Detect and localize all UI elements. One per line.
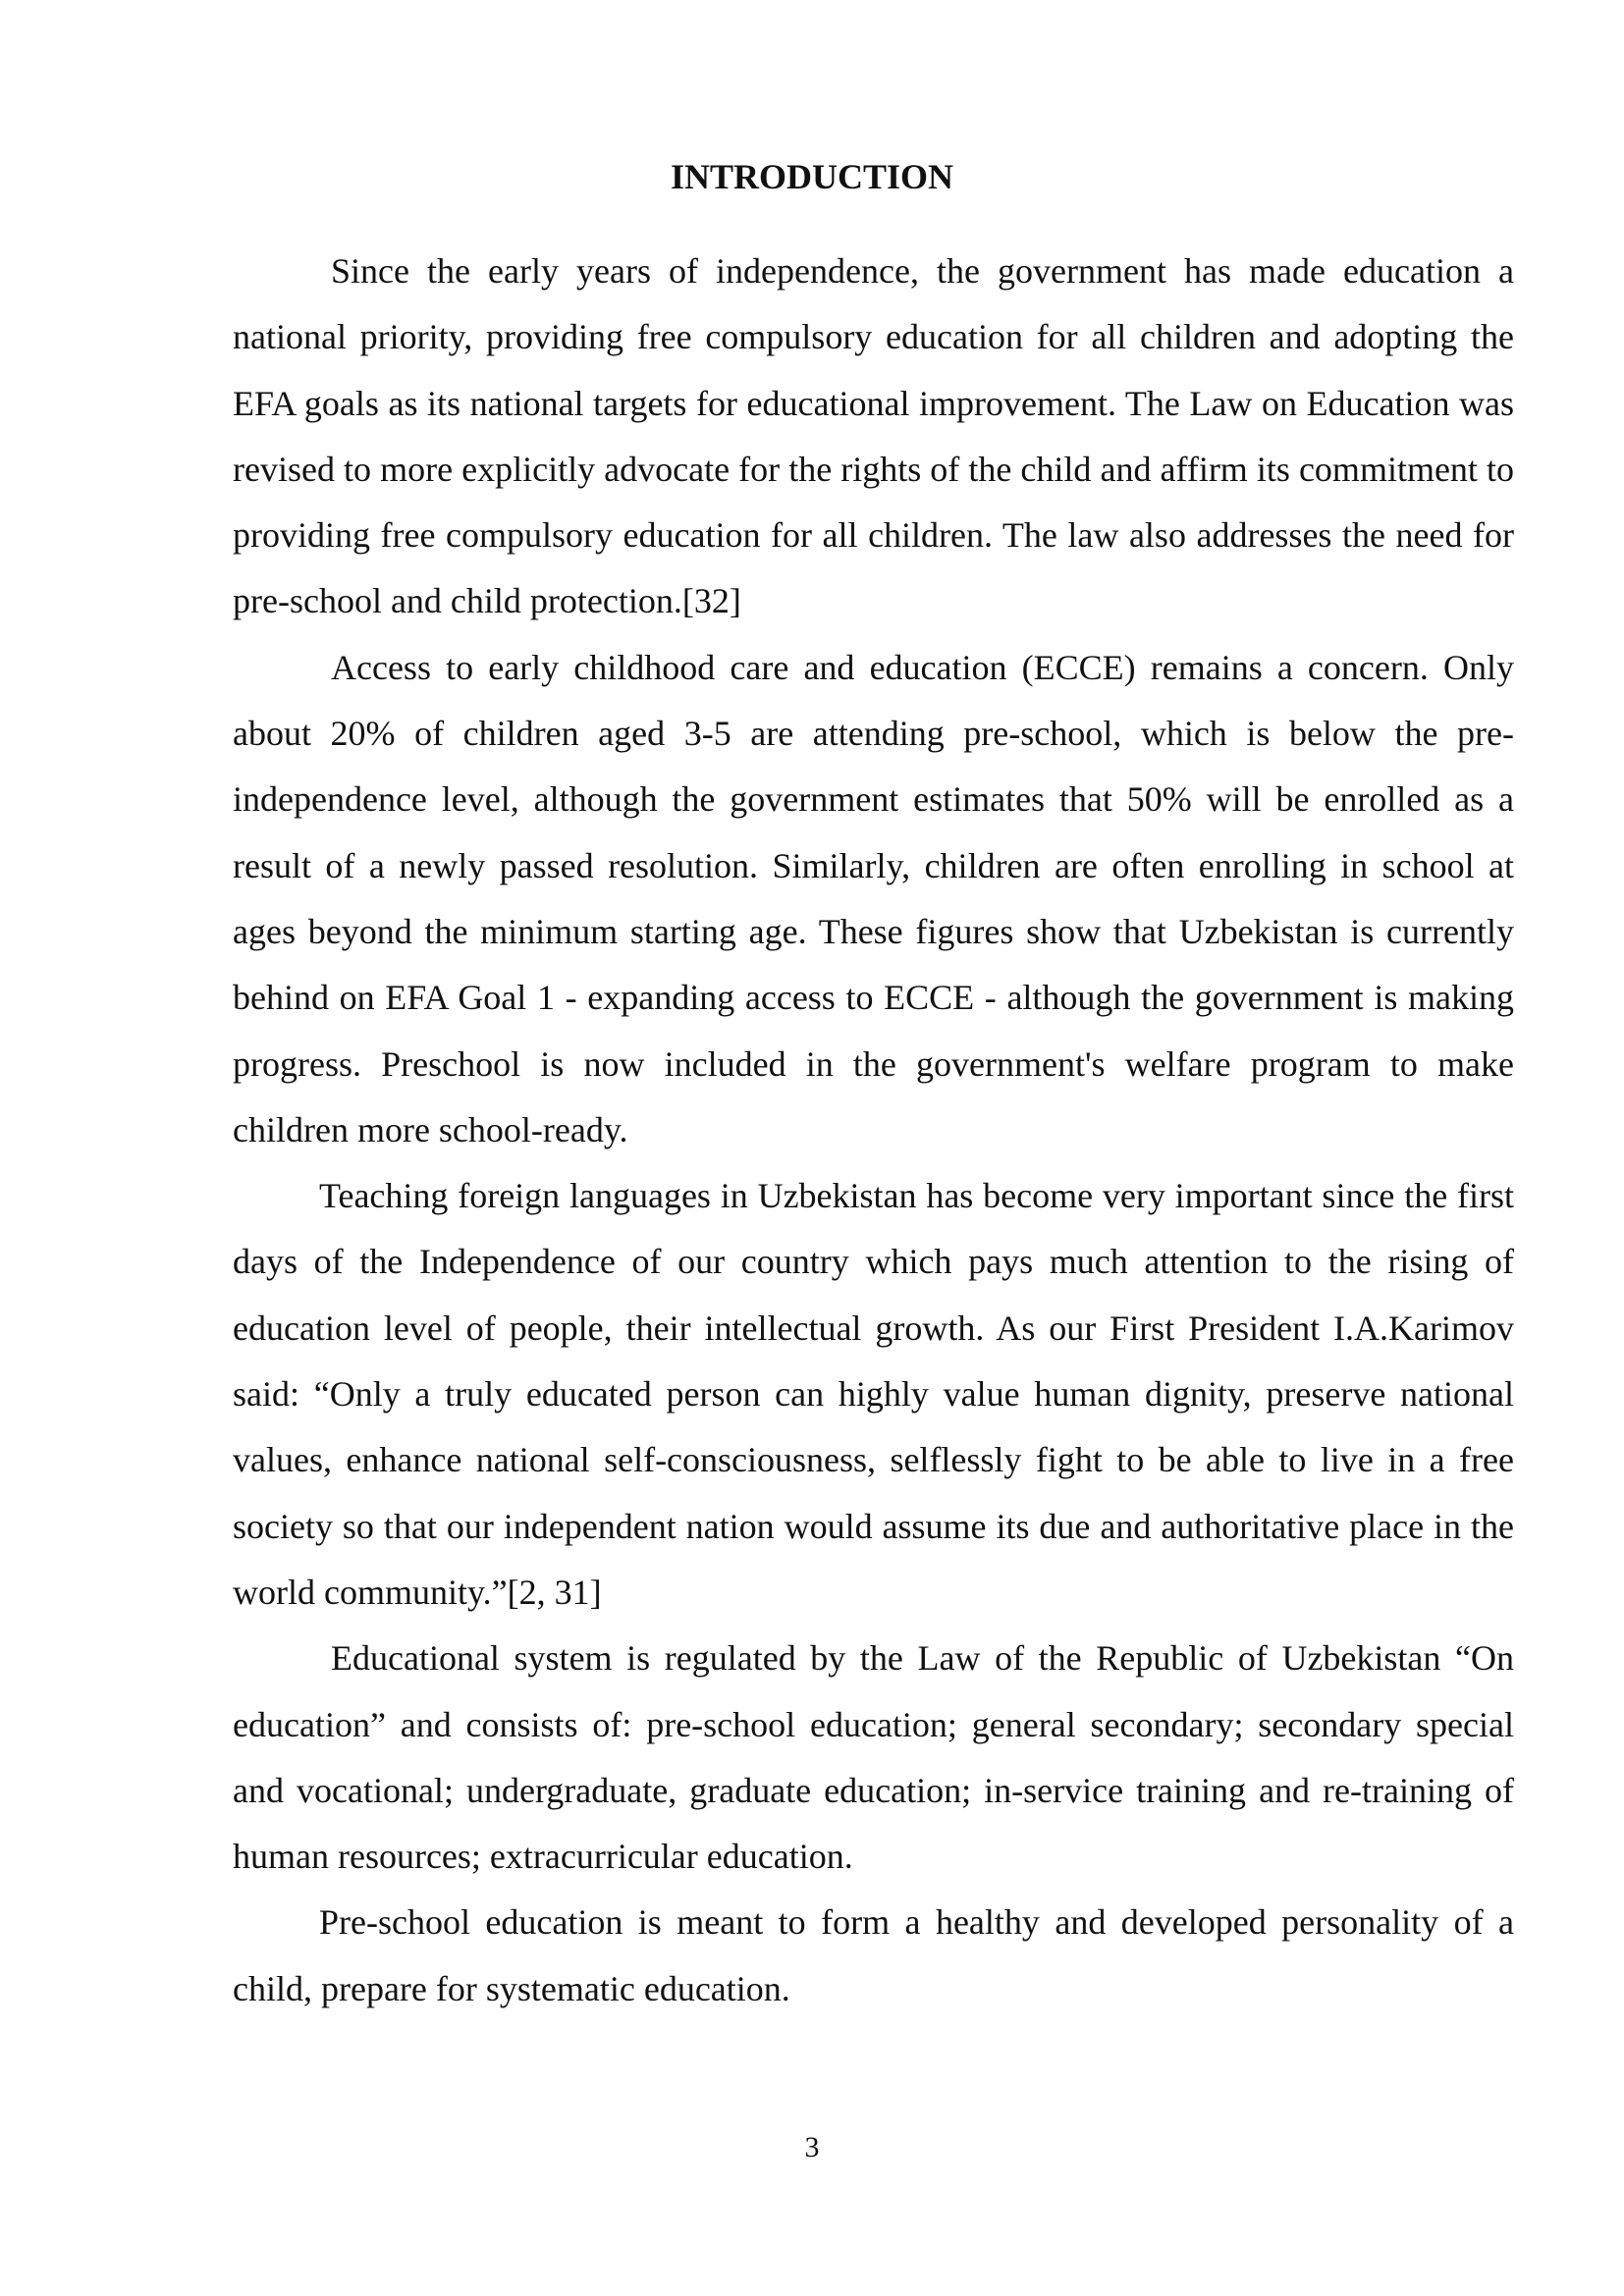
paragraph-independence-education: Since the early years of independence, the government has made education a national priority, providing free compulsory education for all children and adopting the EFA goals as its national targets for educational improvement. The Law on Education was revised to more explicitly advocate for the rights of the child and affirm its commitment to providing free compulsory education for all children. The law also addresses the need for pre-school and child protection.[32] bbox=[233, 251, 1514, 621]
paragraph-ecce-access: Access to early childhood care and education (ECCE) remains a concern. Only about 20% of children aged 3-5 are attending pre-school, which is below the pre-independence level, although the government estimates that 50% will be enrolled as a result of a newly passed resolution. Similarly, children are often enrolling in school at ages beyond the minimum starting age. These figures show that Uzbekistan is currently behind on EFA Goal 1 - expanding access to ECCE - although the government is making progress. Preschool is now included in the government's welfare program to make children more school-ready. bbox=[233, 647, 1514, 1149]
paragraph-foreign-languages: Teaching foreign languages in Uzbekistan has become very important since the first days of the Independence of our country which pays much attention to the rising of education level of people, their intellectual growth. As our First President I.A.Karimov said: “Only a truly educated person can highly value human dignity, preserve national values, enhance national self-consciousness, selflessly fight to be able to live in a free society so that our independent nation would assume its due and authoritative place in the world community.”[2, 31] bbox=[233, 1176, 1514, 1612]
paragraph-educational-system: Educational system is regulated by the Law of the Republic of Uzbekistan “On education” and consists of: pre-school education; general secondary; secondary special and vocational; undergraduate, graduate education; in-service training and re-training of human resources; extracurricular education. bbox=[233, 1638, 1514, 1877]
body-text bbox=[233, 239, 1514, 2022]
page-number: 3 bbox=[804, 2131, 820, 2163]
paragraph-preschool-education: Pre-school education is meant to form a healthy and developed personality of a child, prepare for systematic education. bbox=[233, 1902, 1514, 2008]
section-title: INTRODUCTION bbox=[670, 157, 954, 196]
